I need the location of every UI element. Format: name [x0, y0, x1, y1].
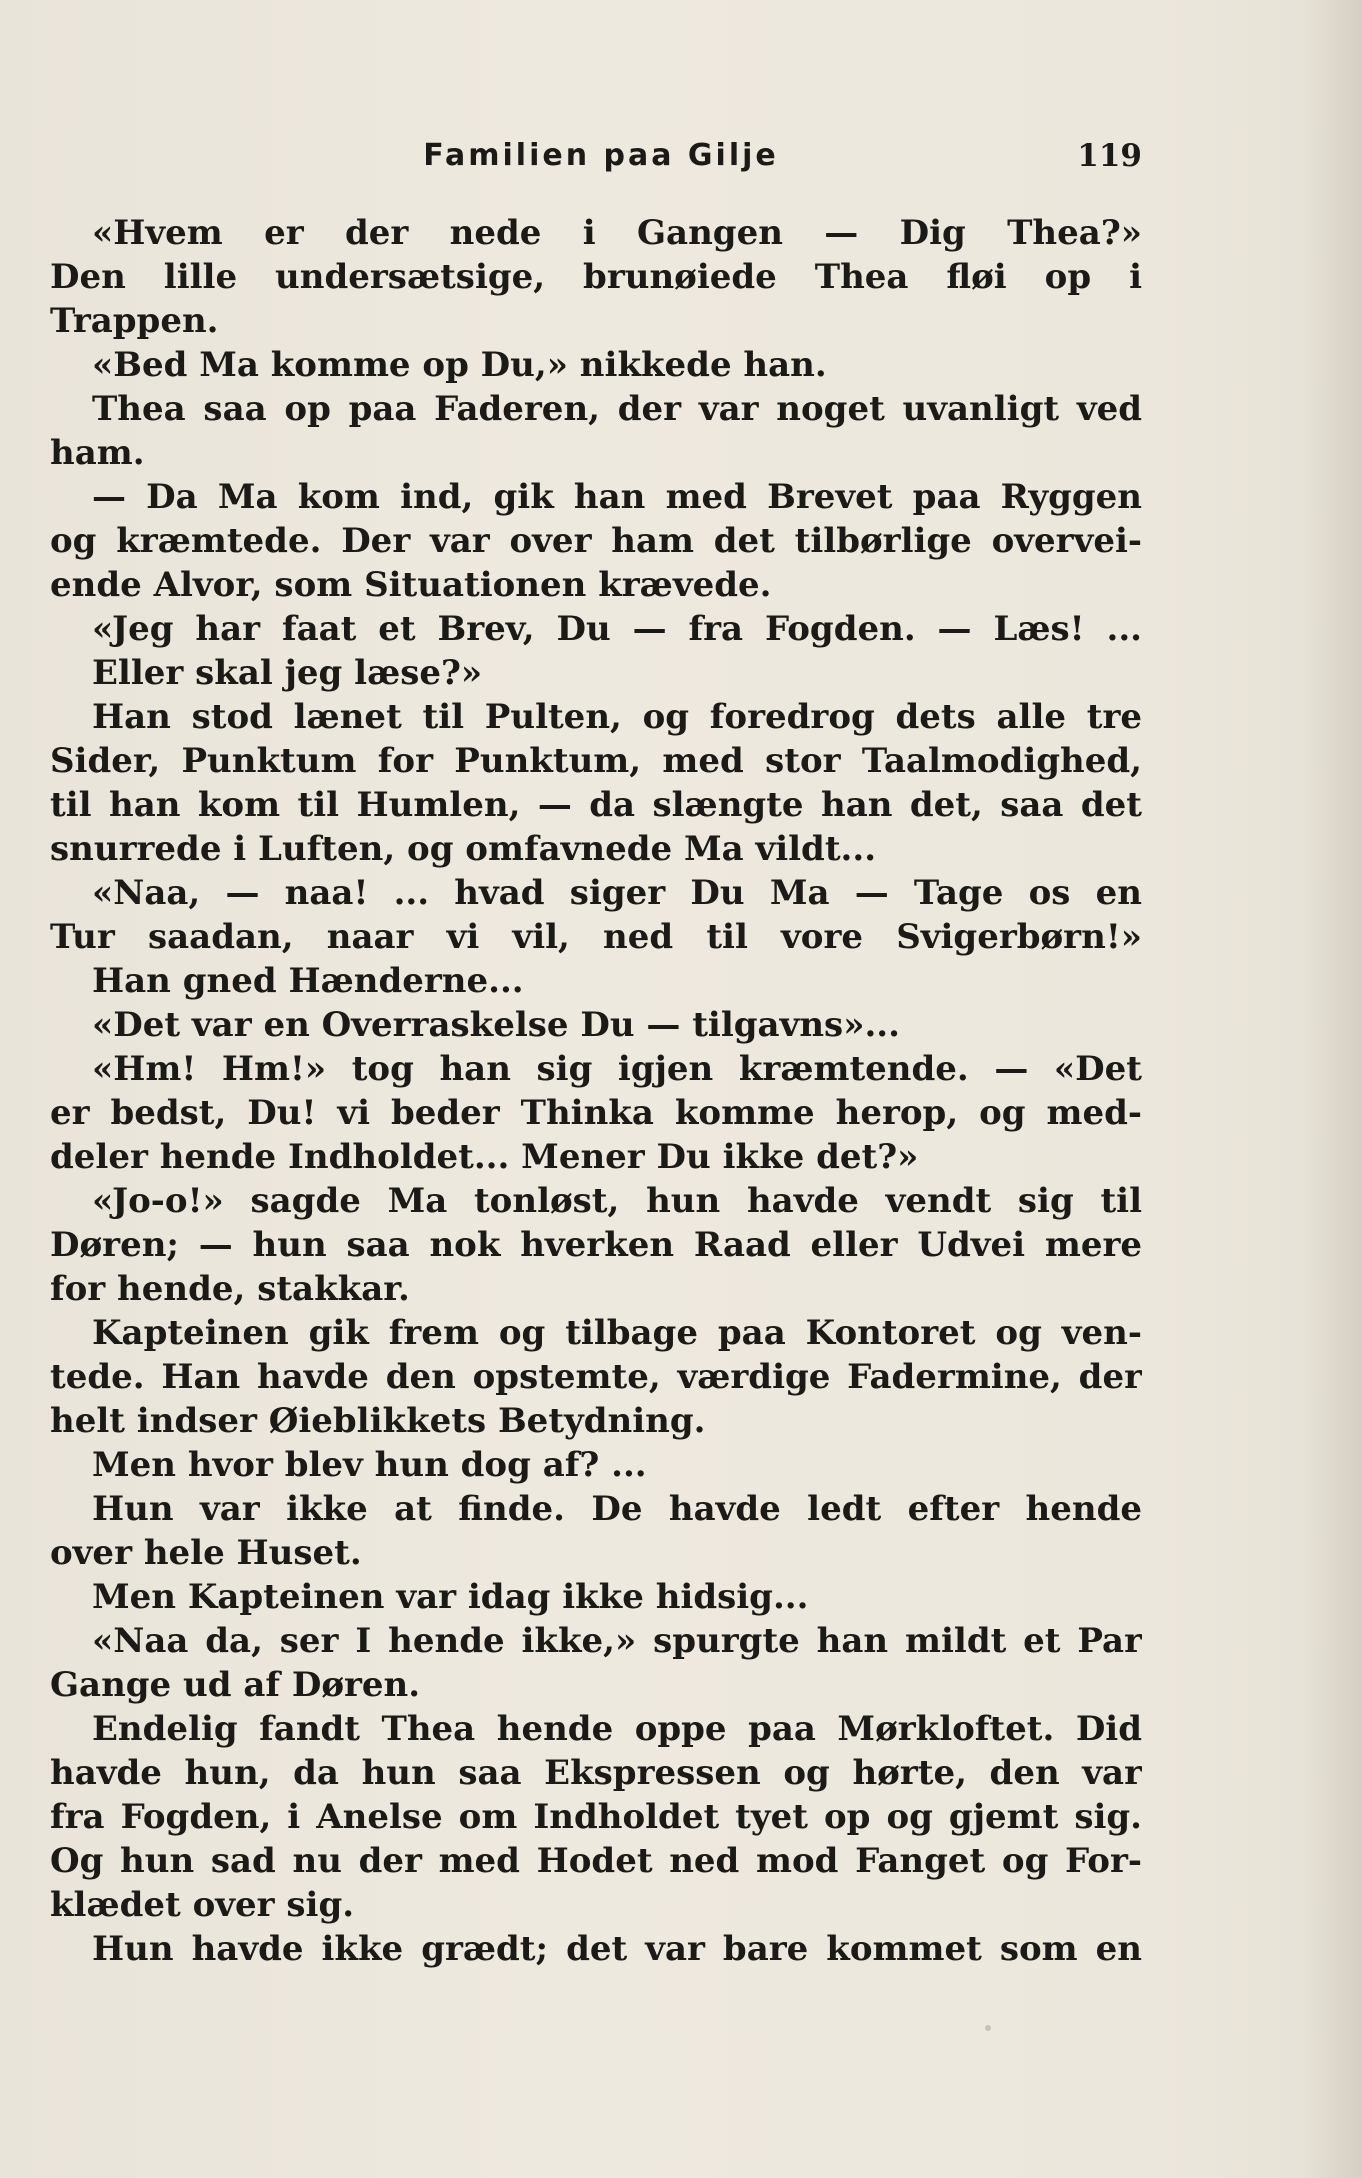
text-line: for hende, stakkar. — [50, 1269, 410, 1309]
text-line: er bedst, Du! vi beder Thinka komme herop, og med- — [50, 1093, 1142, 1133]
text-line: «Bed Ma komme op Du,» nikkede han. — [92, 345, 827, 385]
text-line: Men Kapteinen var idag ikke hidsig... — [92, 1577, 809, 1617]
text-line: helt indser Øieblikkets Betydning. — [50, 1401, 706, 1441]
text-line: «Hvem er der nede i Gangen — Dig Thea?» — [92, 213, 1142, 253]
paper-smudge — [985, 2025, 991, 2031]
page-number: 119 — [1077, 138, 1142, 174]
text-line: over hele Huset. — [50, 1533, 362, 1573]
text-line: «Hm! Hm!» tog han sig igjen kræmtende. — «Det — [92, 1049, 1142, 1089]
text-line: Sider, Punktum for Punktum, med stor Taalmodighed, — [50, 741, 1142, 781]
text-line: fra Fogden, i Anelse om Indholdet tyet op og gjemt sig. — [50, 1797, 1142, 1837]
text-line: deler hende Indholdet... Mener Du ikke det?» — [50, 1137, 919, 1177]
text-line: Eller skal jeg læse?» — [92, 653, 483, 693]
text-line: til han kom til Humlen, — da slængte han det, saa det — [50, 785, 1142, 825]
text-line: Endelig fandt Thea hende oppe paa Mørkloftet. Did — [92, 1709, 1142, 1749]
text-line: Kapteinen gik frem og tilbage paa Kontoret og ven- — [92, 1313, 1142, 1353]
text-line: «Jo-o!» sagde Ma tonløst, hun havde vendt sig til — [92, 1181, 1142, 1221]
text-line: Hun havde ikke grædt; det var bare kommet som en — [92, 1929, 1142, 1969]
text-line: «Naa, — naa! ... hvad siger Du Ma — Tage os en — [92, 873, 1142, 913]
text-line: Den lille undersætsige, brunøiede Thea fløi op i — [50, 257, 1142, 297]
text-line: Tur saadan, naar vi vil, ned til vore Svigerbørn!» — [50, 917, 1142, 957]
text-line: ham. — [50, 433, 145, 473]
page-edge-shadow — [1302, 0, 1362, 2178]
text-line: snurrede i Luften, og omfavnede Ma vildt... — [50, 829, 877, 869]
text-line: — Da Ma kom ind, gik han med Brevet paa Ryggen — [92, 477, 1142, 517]
text-line: Thea saa op paa Faderen, der var noget uvanligt ved — [92, 389, 1142, 429]
text-line: «Naa da, ser I hende ikke,» spurgte han mildt et Par — [92, 1621, 1142, 1661]
text-line: klædet over sig. — [50, 1885, 355, 1925]
text-line: «Det var en Overraskelse Du — tilgavns»... — [92, 1005, 900, 1045]
text-line: Trappen. — [50, 301, 219, 341]
text-line: Døren; — hun saa nok hverken Raad eller Udvei mere — [50, 1225, 1142, 1265]
text-line: Gange ud af Døren. — [50, 1665, 421, 1705]
text-line: Han stod lænet til Pulten, og foredrog dets alle tre — [92, 697, 1142, 737]
text-line: Og hun sad nu der med Hodet ned mod Fanget og For- — [50, 1841, 1142, 1881]
text-line: «Jeg har faat et Brev, Du — fra Fogden. — Læs! ... — [92, 609, 1142, 649]
page-header — [60, 138, 1142, 188]
running-title: Familien paa Gilje — [423, 138, 779, 173]
text-line: havde hun, da hun saa Ekspressen og hørte, den var — [50, 1753, 1142, 1793]
text-line: tede. Han havde den opstemte, værdige Fadermine, der — [50, 1357, 1142, 1397]
text-line: Men hvor blev hun dog af? ... — [92, 1445, 647, 1485]
body-text — [50, 211, 1142, 1971]
text-line: ende Alvor, som Situationen krævede. — [50, 565, 772, 605]
text-line: og kræmtede. Der var over ham det tilbørlige overvei- — [50, 521, 1142, 561]
text-line: Han gned Hænderne... — [92, 961, 524, 1001]
text-line: Hun var ikke at finde. De havde ledt efter hende — [92, 1489, 1142, 1529]
